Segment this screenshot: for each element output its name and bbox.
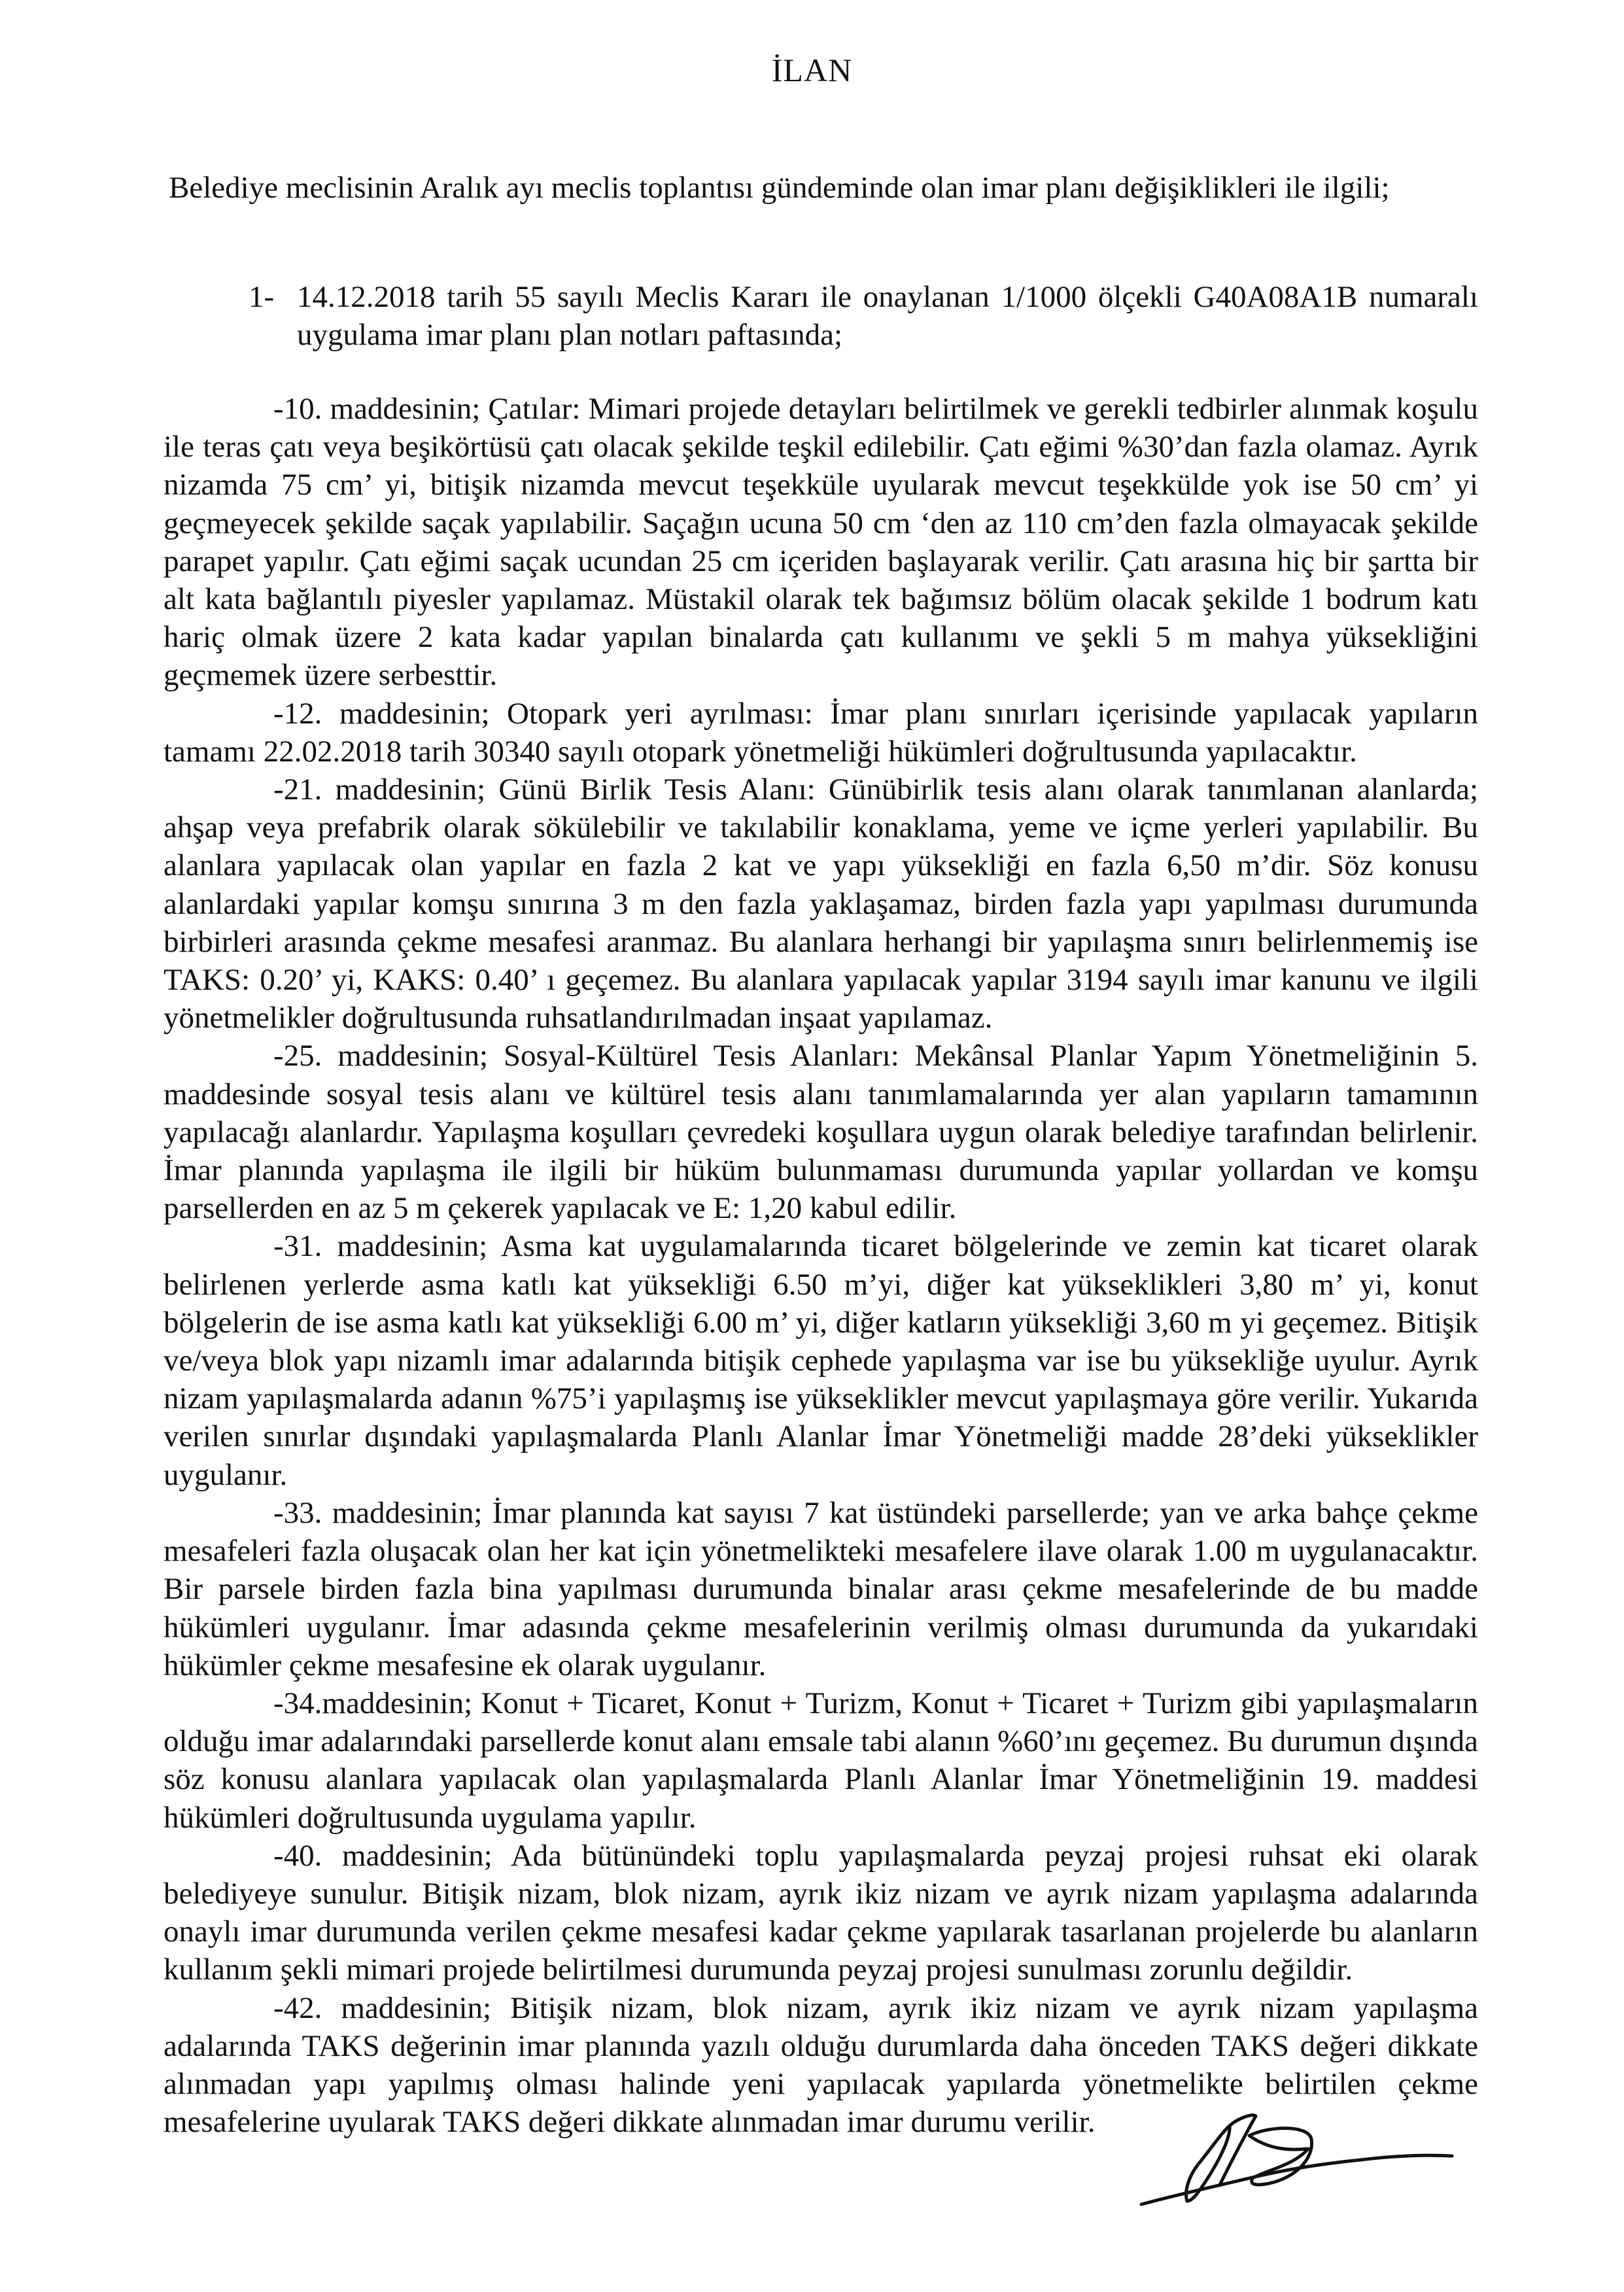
amendment-article-42: -42. maddesinin; Bitişik nizam, blok nizam, ayrık ikiz nizam ve ayrık nizam yapılaşma adalarında TAKS değerinin imar planında yazılı olduğu durumlarda daha önceden TAKS değeri dikkate alınmadan yapı yapılmış olması halinde yeni yapılacak yapılarda yönetmelikte belirtilen çekme mesafelerine uyularak TAKS değeri dikkate alınmadan imar durumu verilir. <box>164 1990 1478 2140</box>
signature-icon <box>1138 2113 1465 2224</box>
amendment-article-10: -10. maddesinin; Çatılar: Mimari projede detayları belirtilmek ve gerekli tedbirler alınmak koşulu ile teras çatı veya beşikörtüsü çatı olacak şekilde teşkil edilebilir. Çatı eğimi %30’dan fazla olamaz. Ayrık nizamda 75 cm’ yi, bitişik nizamda mevcut teşekküle uyularak mevcut teşekkülde yok ise 50 cm’ yi geçmeyecek şekilde saçak yapılabilir. Saçağın ucuna 50 cm ‘den az 110 cm’den fazla olmayacak şekilde parapet yapılır. Çatı eğimi saçak ucundan 25 cm içeriden başlayarak verilir. Çatı arasına hiç bir şartta bir alt kata bağlantılı piyesler yapılamaz. Müstakil olarak tek bağımsız bölüm olacak şekilde 1 bodrum katı hariç olmak üzere 2 kata kadar yapılan binalarda çatı kullanımı ve şekli 5 m mahya yüksekliğini geçmemek üzere serbesttir. <box>164 392 1478 693</box>
amendment-article-25: -25. maddesinin; Sosyal-Kültürel Tesis Alanları: Mekânsal Planlar Yapım Yönetmeliğinin 5. maddesinde sosyal tesis alanı ve kültürel tesis alanı tanımlamalarında yer alan yapıların tamamının yapılacağı alanlardır. Yapılaşma koşulları çevredeki koşullara uygun olarak belediye tarafından belirlenir. İmar planında yapılaşma ile ilgili bir hüküm bulunmaması durumunda yapılar yollardan ve komşu parsellerden en az 5 m çekerek yapılacak ve E: 1,20 kabul edilir. <box>164 1039 1478 1226</box>
agenda-item-1 <box>249 278 1478 354</box>
amendment-article-34: -34.maddesinin; Konut + Ticaret, Konut + Turizm, Konut + Ticaret + Turizm gibi yapılaşmaların olduğu imar adalarındaki parsellerde konut alanı emsale tabi alanın %60’ını geçemez. Bu durumun dışında söz konusu alanlara yapılacak olan yapılaşmalarda Planlı Alanlar İmar Yönetmeliğinin 19. maddesi hükümleri doğrultusunda uygulama yapılır. <box>164 1686 1478 1835</box>
amendment-article-33: -33. maddesinin; İmar planında kat sayısı 7 kat üstündeki parsellerde; yan ve arka bahçe çekme mesafeleri fazla oluşacak olan her kat için yönetmelikteki mesafelere ilave olarak 1.00 m uygulanacaktır. Bir parsele birden fazla bina yapılması durumunda binalar arası çekme mesafelerinde de bu madde hükümleri uygulanır. İmar adasında çekme mesafelerinin verilmiş olması durumunda da yukarıdaki hükümler çekme mesafesine ek olarak uygulanır. <box>164 1495 1478 1682</box>
amendment-article-12: -12. maddesinin; Otopark yeri ayrılması: İmar planı sınırları içerisinde yapılacak yapıların tamamı 22.02.2018 tarih 30340 sayılı otopark yönetmeliği hükümleri doğrultusunda yapılacaktır. <box>164 696 1478 769</box>
amendment-list <box>164 390 1478 2141</box>
intro-paragraph: Belediye meclisinin Aralık ayı meclis toplantısı gündeminde olan imar planı değişiklikleri ile ilgili; <box>169 171 1390 205</box>
document-title: İLAN <box>771 52 853 88</box>
agenda-item-text: 14.12.2018 tarih 55 sayılı Meclis Kararı ile onaylanan 1/1000 ölçekli G40A08A1B numaralı uygulama imar planı plan notları paftasında; <box>297 280 1478 352</box>
amendment-article-21: -21. maddesinin; Günü Birlik Tesis Alanı: Günübirlik tesis alanı olarak tanımlanan alanlarda; ahşap veya prefabrik olarak sökülebilir ve takılabilir konaklama, yeme ve içme yerleri yapılabilir. Bu alanlara yapılacak olan yapılar en fazla 2 kat ve yapı yüksekliği en fazla 6,50 m’dir. Söz konusu alanlardaki yapılar komşu sınırına 3 m den fazla yaklaşamaz, birden fazla yapı yapılması durumunda birbirleri arasında çekme mesafesi aranmaz. Bu alanlara herhangi bir yapılaşma sınırı belirlenmemiş ise TAKS: 0.20’ yi, KAKS: 0.40’ ı geçemez. Bu alanlara yapılacak yapılar 3194 sayılı imar kanunu ve ilgili yönetmelikler doğrultusunda ruhsatlandırılmadan inşaat yapılamaz. <box>164 773 1478 1035</box>
amendment-article-31: -31. maddesinin; Asma kat uygulamalarında ticaret bölgelerinde ve zemin kat ticaret olarak belirlenen yerlerde asma katlı kat yüksekliği 6.50 m’yi, diğer kat yükseklikleri 3,80 m’ yi, konut bölgelerin de ise asma katlı kat yüksekliği 6.00 m’ yi, diğer katların yüksekliği 3,60 m yi geçemez. Bitişik ve/veya blok yapı nizamlı imar adalarında bitişik cephede yapılaşma var ise bu yüksekliğe uyulur. Ayrık nizam yapılaşmalarda adanın %75’i yapılaşmış ise yükseklikler mevcut yapılaşmaya göre verilir. Yukarıda verilen sınırlar dışındaki yapılaşmalarda Planlı Alanlar İmar Yönetmeliği madde 28’deki yükseklikler uygulanır. <box>164 1229 1478 1492</box>
amendment-article-40: -40. maddesinin; Ada bütünündeki toplu yapılaşmalarda peyzaj projesi ruhsat eki olarak belediyeye sunulur. Bitişik nizam, blok nizam, ayrık ikiz nizam ve ayrık nizam yapılaşma adalarında onaylı imar durumunda verilen çekme mesafesi kadar çekme yapılarak tasarlanan projelerde bu alanların kullanım şekli mimari projede belirtilmesi durumunda peyzaj projesi sunulması zorunlu değildir. <box>164 1838 1478 1987</box>
agenda-item-number: 1- <box>249 280 275 314</box>
